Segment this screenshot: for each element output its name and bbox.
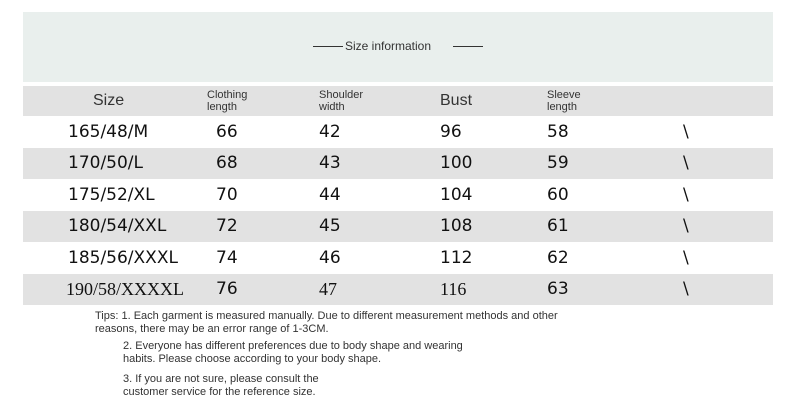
length-cell: 72 bbox=[216, 216, 238, 237]
shoulder-cell: 45 bbox=[319, 216, 341, 237]
header-band bbox=[23, 12, 773, 82]
table-row bbox=[23, 116, 773, 148]
table-row bbox=[23, 179, 773, 211]
size-table bbox=[23, 86, 773, 305]
tip-3: 3. If you are not sure, please consult the customer service for the reference size. bbox=[123, 373, 319, 398]
header-size: Size bbox=[93, 92, 125, 109]
size-cell: 185/56/XXXL bbox=[68, 247, 178, 268]
extra-cell: \ bbox=[683, 247, 689, 268]
extra-cell: \ bbox=[683, 153, 689, 174]
tip-2: 2. Everyone has different preferences due to body shape and wearing habits. Please choose according to your body shape. bbox=[123, 340, 463, 365]
shoulder-cell: 44 bbox=[319, 184, 341, 205]
title-rule-left bbox=[313, 46, 343, 47]
bust-cell: 96 bbox=[440, 121, 462, 142]
extra-cell: \ bbox=[683, 184, 689, 205]
bust-cell: 108 bbox=[440, 216, 473, 237]
title-rule-right bbox=[453, 46, 483, 47]
extra-cell: \ bbox=[683, 216, 689, 237]
size-cell: 165/48/M bbox=[68, 121, 149, 142]
tip-1: Tips: 1. Each garment is measured manually. Due to different measurement methods and other reasons, there may be an error range of 1-3CM. bbox=[95, 310, 558, 335]
sleeve-cell: 62 bbox=[547, 247, 569, 268]
sleeve-cell: 61 bbox=[547, 216, 569, 237]
size-cell: 190/58/XXXXL bbox=[66, 278, 184, 299]
sleeve-cell: 60 bbox=[547, 184, 569, 205]
table-row bbox=[23, 211, 773, 243]
header-bust: Bust bbox=[440, 92, 473, 109]
size-cell: 175/52/XL bbox=[68, 184, 155, 205]
size-cell: 170/50/L bbox=[68, 153, 144, 174]
shoulder-cell: 47 bbox=[319, 278, 337, 299]
size-cell: 180/54/XXL bbox=[68, 216, 167, 237]
sleeve-cell: 63 bbox=[547, 279, 569, 300]
shoulder-cell: 43 bbox=[319, 153, 341, 174]
bust-cell: 116 bbox=[440, 278, 467, 299]
length-cell: 66 bbox=[216, 121, 238, 142]
shoulder-cell: 46 bbox=[319, 247, 341, 268]
extra-cell: \ bbox=[683, 121, 689, 142]
table-header-row bbox=[23, 86, 773, 116]
length-cell: 76 bbox=[216, 279, 238, 300]
table-row bbox=[23, 242, 773, 274]
header-sleeve-length: Sleeve length bbox=[547, 89, 581, 113]
length-cell: 70 bbox=[216, 184, 238, 205]
header-clothing-length: Clothing length bbox=[207, 89, 248, 113]
shoulder-cell: 42 bbox=[319, 121, 341, 142]
title bbox=[23, 39, 773, 53]
bust-cell: 112 bbox=[440, 247, 473, 268]
table-row bbox=[23, 274, 773, 306]
table-row bbox=[23, 148, 773, 180]
sleeve-cell: 58 bbox=[547, 121, 569, 142]
title-text: Size information bbox=[344, 39, 432, 53]
bust-cell: 104 bbox=[440, 184, 473, 205]
length-cell: 68 bbox=[216, 153, 238, 174]
extra-cell: \ bbox=[683, 279, 689, 300]
length-cell: 74 bbox=[216, 247, 238, 268]
header-shoulder-width: Shoulder width bbox=[319, 89, 364, 113]
sleeve-cell: 59 bbox=[547, 153, 569, 174]
bust-cell: 100 bbox=[440, 153, 473, 174]
